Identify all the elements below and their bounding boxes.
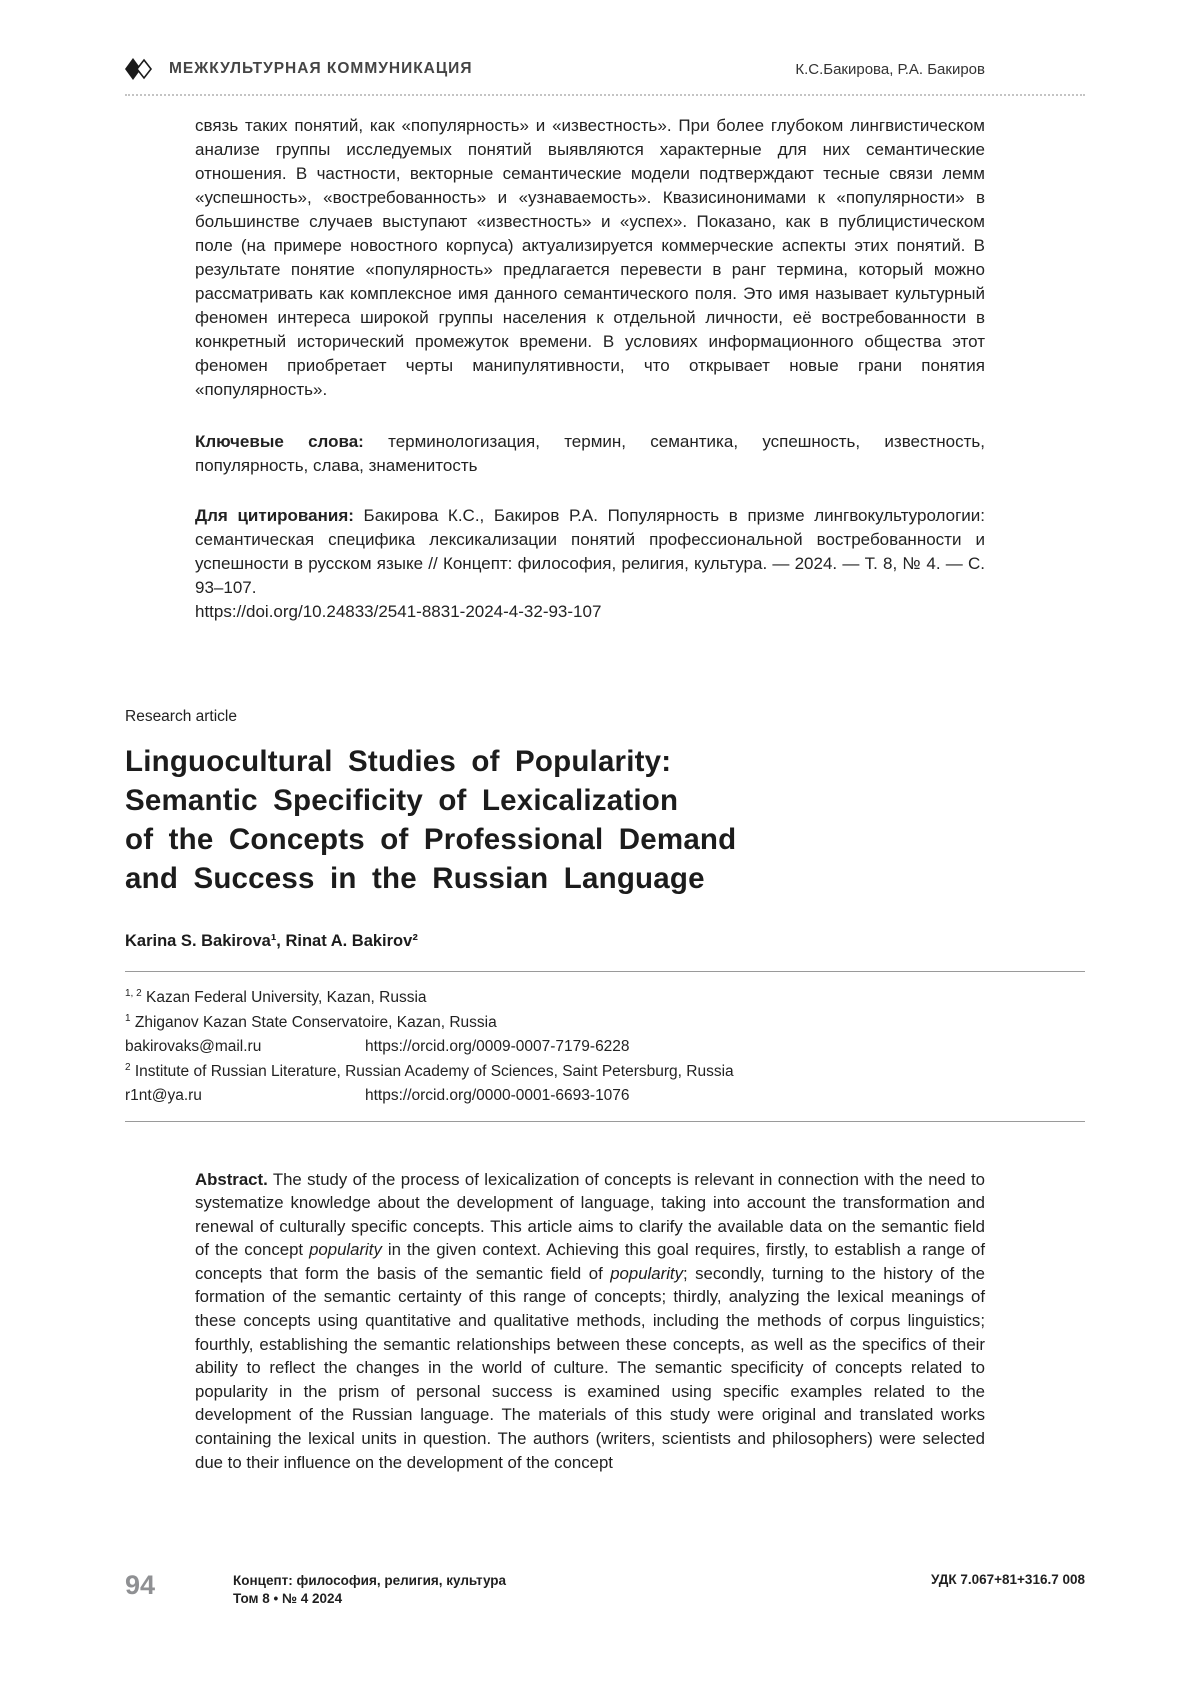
russian-frontmatter (195, 114, 985, 624)
title-line: Linguocultural Studies of Popularity: (125, 745, 672, 778)
title-line: and Success in the Russian Language (125, 862, 705, 895)
article-type-label: Research article (125, 708, 237, 725)
title-line: Semantic Specificity of Lexicalization (125, 784, 679, 817)
affiliation-sup: 2 (125, 1061, 131, 1073)
running-head-authors: К.С.Бакирова, Р.А. Бакиров (795, 60, 985, 78)
footer-journal-title: Концепт: философия, религия, культура (233, 1573, 507, 1588)
affiliation-contact-line (125, 1035, 1085, 1060)
page-number: 94 (125, 1570, 156, 1600)
affiliation-sup: 1, 2 (125, 987, 142, 999)
affiliation-line (125, 1060, 1085, 1085)
affiliation-line (125, 986, 1085, 1011)
journal-section-title: МЕЖКУЛЬТУРНАЯ КОММУНИКАЦИЯ (169, 60, 473, 77)
udk-code: УДК 7.067+81+316.7 008 (931, 1572, 1085, 1587)
keywords-label: Ключевые слова: (195, 432, 364, 451)
author-email-link[interactable]: bakirovaks@mail.ru (125, 1038, 262, 1055)
divider-above-affiliations (125, 971, 1085, 972)
divider-below-affiliations (125, 1121, 1085, 1122)
affiliations-block (125, 986, 1085, 1109)
article-authors: Karina S. Bakirova¹, Rinat A. Bakirov² (125, 932, 418, 950)
author-orcid-link[interactable]: https://orcid.org/0000-0001-6693-1076 (365, 1087, 630, 1104)
russian-abstract-continuation: связь таких понятий, как «популярность» и «известность». При более глубоком лингвистическом анализе группы исследуемых понятий выявляются характерные для них семантические отношения. В частности, векторные семантические модели подтверждают тесные связи лемм «успешность», «востребованность» и «узнаваемость». Квазисинонимами к «популярности» в большинстве случаев выступают «известность» и «успех». Показано, как в публицистическом поле (на примере новостного корпуса) актуализируется коммерческие аспекты этих понятий. В результате понятие «популярность» предлагается перевести в ранг термина, который можно рассматривать как комплексное имя данного семантического поля. Это имя называет культурный феномен интереса широкой группы населения к отдельной личности, её востребованности в конкретный исторический промежуток времени. В условиях информационного общества этот феномен приобретает черты манипулятивности, что открывает новые грани понятия «популярность». (195, 116, 985, 399)
journal-logo-icon (125, 58, 159, 80)
affiliation-text: Kazan Federal University, Kazan, Russia (141, 989, 427, 1006)
title-line: of the Concepts of Professional Demand (125, 823, 737, 856)
affiliation-text: Institute of Russian Literature, Russian Academy of Sciences, Saint Petersburg, Russia (130, 1062, 734, 1080)
page-header (125, 58, 1085, 96)
keywords-paragraph (195, 430, 985, 478)
footer-volume-issue: Том 8 • № 4 2024 (233, 1591, 343, 1606)
citation-paragraph (195, 504, 985, 624)
article-title (125, 742, 1085, 898)
affiliation-line (125, 1011, 1085, 1036)
english-abstract: Abstract. The study of the process of lexicalization of concepts is relevant in connection with the need to systematize knowledge about the development of language, taking into account the transformation and renewal of culturally specific concepts. This article aims to clarify the available data on the semantic field of the concept popularity in the given context. Achieving this goal requires, firstly, to establish a range of concepts that form the basis of the semantic field of popularity; secondly, turning to the history of the formation of the semantic certainty of this range of concepts; thirdly, analyzing the lexical meanings of these concepts using quantitative and qualitative methods, including the methods of corpus linguistics; fourthly, establishing the semantic relationships between these concepts, as well as the specifics of their ability to reflect the changes in the world of culture. The semantic specificity of concepts related to popularity in the prism of personal success is examined using specific examples related to the development of the Russian language. The materials of this study were original and translated works containing the lexical units in question. The authors (writers, scientists and philosophers) were selected due to their influence on the development of the concept (195, 1169, 985, 1472)
affiliation-sup: 1 (125, 1012, 131, 1024)
footer-journal-block (233, 1572, 506, 1608)
keywords-text: терминологизация, термин, семантика, успешность, известность, популярность, слава, знаменитость (195, 432, 985, 475)
affiliation-contact-line (125, 1084, 1085, 1109)
doi-link[interactable]: https://doi.org/10.24833/2541-8831-2024-4-32-93-107 (195, 602, 602, 621)
citation-label: Для цитирования: (195, 506, 354, 525)
author-orcid-link[interactable]: https://orcid.org/0009-0007-7179-6228 (365, 1038, 630, 1055)
author-email-link[interactable]: r1nt@ya.ru (125, 1087, 202, 1104)
citation-text: Бакирова К.С., Бакиров Р.А. Популярность в призме лингвокультурологии: семантическая специфика лексикализации понятий профессиональной востребованности и успешности в русском языке // Концепт: философия, религия, культура. — 2024. — Т. 8, № 4. — С. 93–107. (195, 506, 986, 597)
affiliation-text: Zhiganov Kazan State Conservatoire, Kazan, Russia (130, 1013, 497, 1031)
page-footer (125, 1572, 1085, 1608)
